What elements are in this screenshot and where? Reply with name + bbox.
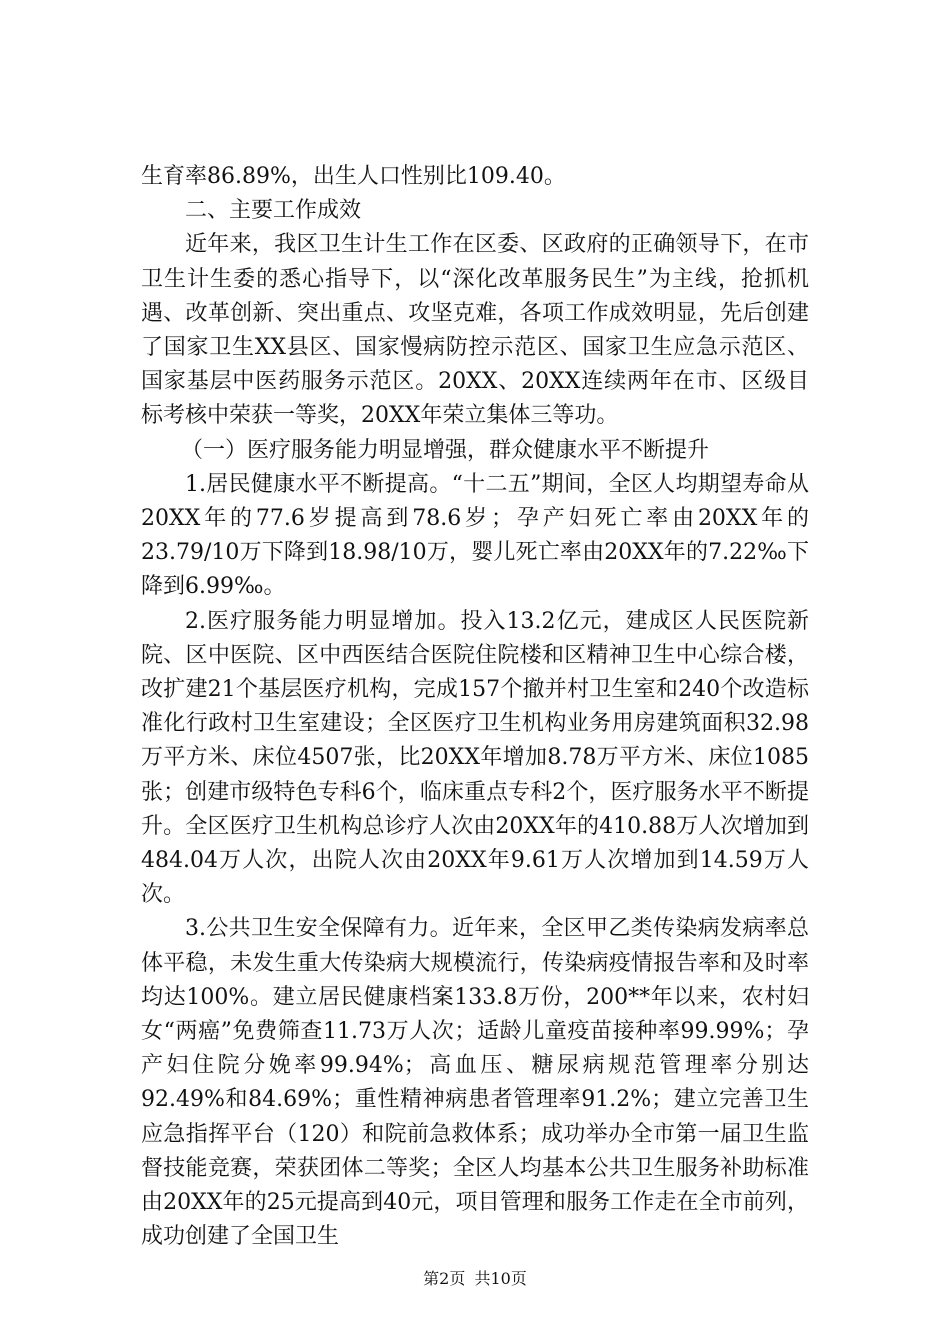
paragraph-health-level: 1.居民健康水平不断提高。“十二五”期间，全区人均期望寿命从20XX年的77.6岁提高到78.6岁；孕产妇死亡率由20XX年的23.79/10万下降到18.98/10万，婴儿死亡率由20XX年的7.22‰下降到6.99‰。 bbox=[141, 471, 809, 600]
paragraph-medical-capacity: 2.医疗服务能力明显增加。投入13.2亿元，建成区人民医院新院、区中医院、区中西医结合医院住院楼和区精神卫生中心综合楼，改扩建21个基层医疗机构，完成157个撤并村卫生室和240个改造标准化行政村卫生室建设；全区医疗卫生机构业务用房建筑面积32.98万平方米、床位4507张，比20XX年增加8.78万平方米、床位1085张；创建市级特色专科6个，临床重点专科2个，医疗服务水平不断提升。全区医疗卫生机构总诊疗人次由20XX年的410.88万人次增加到484.04万人次，出院人次由20XX年9.61万人次增加到14.59万人次。 bbox=[141, 608, 809, 908]
subsection-heading-medical-services: （一）医疗服务能力明显增强，群众健康水平不断提升 bbox=[181, 437, 710, 463]
section-heading-achievements: 二、主要工作成效 bbox=[185, 198, 362, 224]
page-footer bbox=[0, 1268, 950, 1290]
document-body bbox=[141, 160, 809, 1255]
page-number: 第2页 bbox=[423, 1269, 466, 1288]
paragraph-public-health: 3.公共卫生安全保障有力。近年来，全区甲乙类传染病发病率总体平稳，未发生重大传染病大规模流行，传染病疫情报告率和及时率均达100%。建立居民健康档案133.8万份，200**年以来，农村妇女“两癌”免费筛查11.73万人次；适龄儿童疫苗接种率99.99%；孕产妇住院分娩率99.94%；高血压、糖尿病规范管理率分别达92.49%和84.69%；重性精神病患者管理率91.2%；建立完善卫生应急指挥平台（120）和院前急救体系；成功举办全市第一届卫生监督技能竞赛，荣获团体二等奖；全区人均基本公共卫生服务补助标准由20XX年的25元提高到40元，项目管理和服务工作走在全市前列，成功创建了全国卫生 bbox=[141, 916, 809, 1250]
paragraph-birth-rate: 生育率86.89%，出生人口性别比109.40。 bbox=[141, 164, 566, 189]
page-total: 共10页 bbox=[474, 1269, 527, 1288]
paragraph-intro: 近年来，我区卫生计生工作在区委、区政府的正确领导下，在市卫生计生委的悉心指导下，以“深化改革服务民生”为主线，抢抓机遇、改革创新、突出重点、攻坚克难，各项工作成效明显，先后创建了国家卫生XX县区、国家慢病防控示范区、国家卫生应急示范区、国家基层中医药服务示范区。20XX、20XX连续两年在市、区级目标考核中荣获一等奖，20XX年荣立集体三等功。 bbox=[141, 232, 809, 429]
